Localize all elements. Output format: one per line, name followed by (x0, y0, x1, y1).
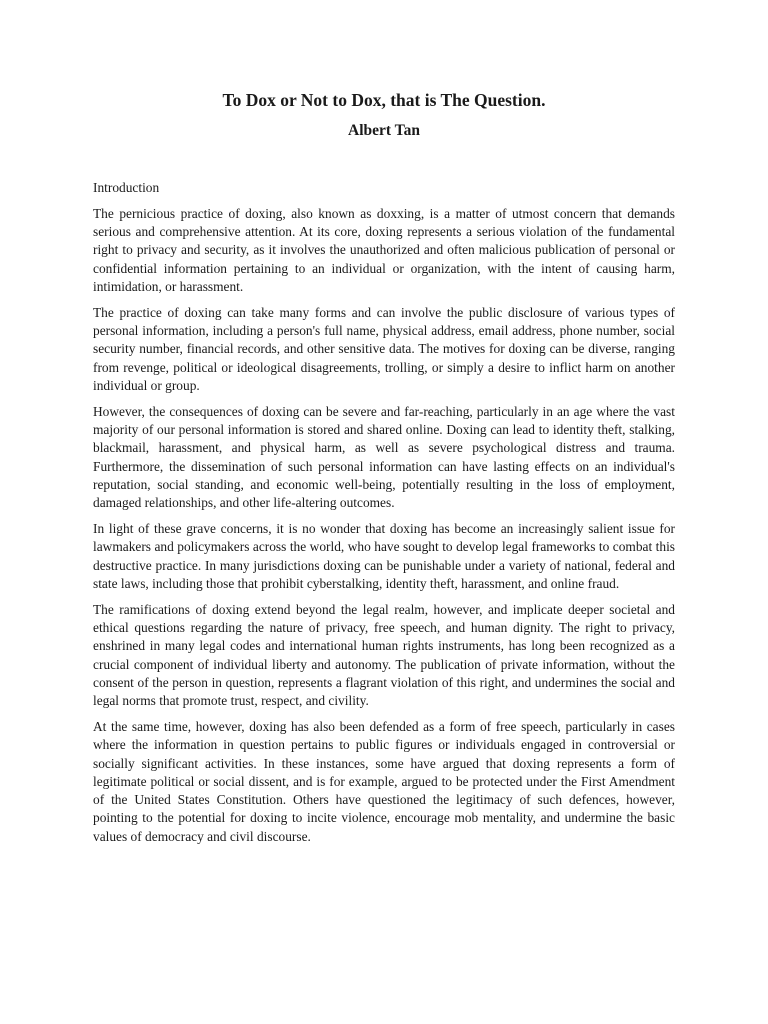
document-author: Albert Tan (348, 122, 420, 139)
paragraph: In light of these grave concerns, it is no wonder that doxing has become an increasingly salient issue for lawmakers and policymakers across the world, who have sought to develop legal frameworks to combat this destructive practice. In many jurisdictions doxing can be punishable under a variety of national, federal and state laws, including those that prohibit cyberstalking, identity theft, harassment, and online fraud. (93, 521, 675, 591)
paragraph: The pernicious practice of doxing, also known as doxxing, is a matter of utmost concern that demands serious and comprehensive attention. At its core, doxing represents a serious violation of the fundamental right to privacy and security, as it involves the unauthorized and often malicious publication of personal or confidential information pertaining to an individual or organization, with the intent of causing harm, intimidation, or harassment. (93, 206, 675, 294)
section-heading-introduction: Introduction (93, 180, 160, 195)
paragraph: The practice of doxing can take many forms and can involve the public disclosure of various types of personal information, including a person's full name, physical address, email address, phone number, social security number, financial records, and other sensitive data. The motives for doxing can be diverse, ranging from revenge, political or ideological disagreements, trolling, or simply a desire to inflict harm on another individual or group. (93, 305, 675, 393)
paragraph: The ramifications of doxing extend beyond the legal realm, however, and implicate deeper societal and ethical questions regarding the nature of privacy, free speech, and human dignity. The right to privacy, enshrined in many legal codes and international human rights instruments, has long been recognized as a crucial component of individual liberty and autonomy. The publication of private information, without the consent of the person in question, represents a flagrant violation of this right, and undermines the social and legal norms that promote trust, respect, and civility. (93, 602, 675, 709)
document-body (93, 179, 675, 854)
paragraph: At the same time, however, doxing has also been defended as a form of free speech, particularly in cases where the information in question pertains to public figures or individuals engaged in controversial or socially significant activities. In these instances, some have argued that doxing represents a form of legitimate political or social dissent, and is for example, argued to be protected under the First Amendment of the United States Constitution. Others have questioned the legitimacy of such defences, however, pointing to the potential for doxing to incite violence, encourage mob mentality, and undermine the basic values of democracy and civil discourse. (93, 719, 675, 844)
paragraph: However, the consequences of doxing can be severe and far-reaching, particularly in an age where the vast majority of our personal information is stored and shared online. Doxing can lead to identity theft, stalking, blackmail, harassment, and physical harm, as well as severe psychological distress and trauma. Furthermore, the dissemination of such personal information can have lasting effects on an individual's reputation, social standing, and economic well-being, potentially resulting in the loss of employment, damaged relationships, and other life-altering outcomes. (93, 404, 675, 511)
document-title: To Dox or Not to Dox, that is The Question. (222, 90, 546, 110)
